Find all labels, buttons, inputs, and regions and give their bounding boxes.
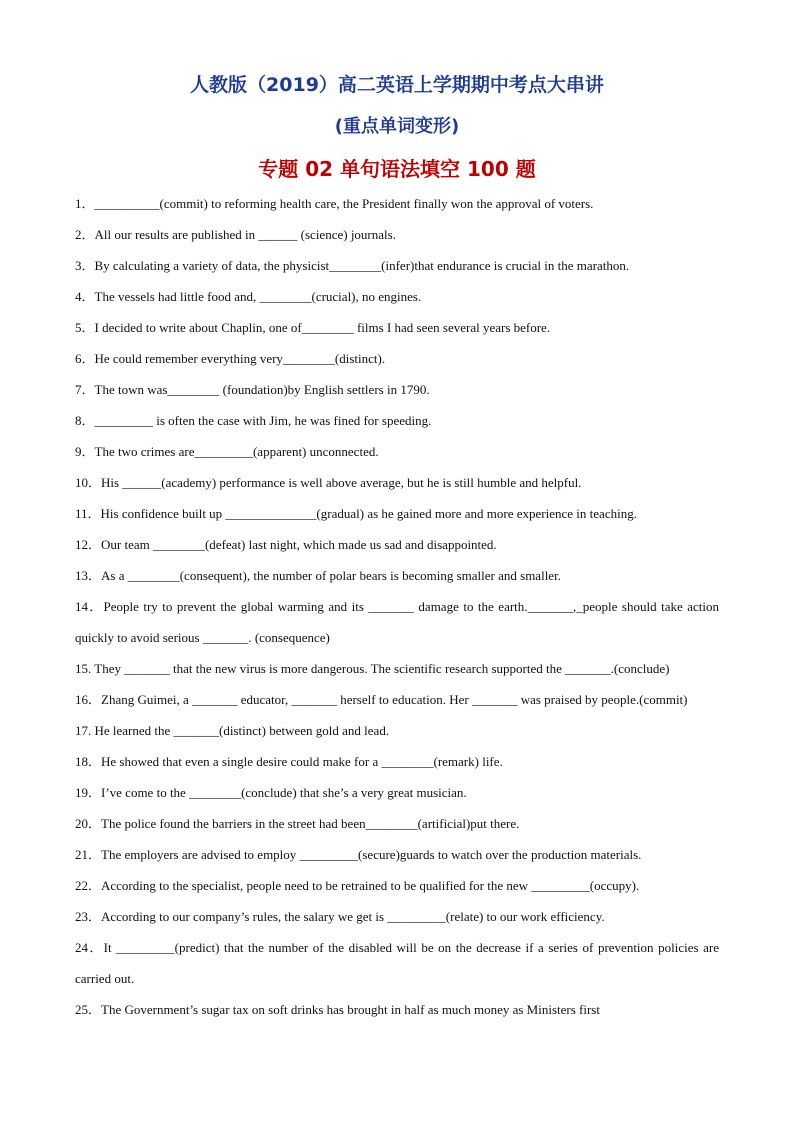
question-list <box>75 188 719 1025</box>
question-item: 22．According to the specialist, people need to be retrained to be qualified for the new _________(occupy). <box>75 878 640 893</box>
question-item: 25．The Government’s sugar tax on soft drinks has brought in half as much money as Ministers first <box>75 1002 600 1017</box>
question-item: 3．By calculating a variety of data, the physicist________(infer)that endurance is crucial in the marathon. <box>75 258 630 273</box>
question-item: 14．People try to prevent the global warming and its _______ damage to the earth._______,_people should take action quickly to avoid serious _______. (consequence) <box>75 599 719 645</box>
question-item: 20．The police found the barriers in the street had been________(artificial)put there. <box>75 816 520 831</box>
question-item: 13．As a ________(consequent), the number of polar bears is becoming smaller and smaller. <box>75 568 561 583</box>
question-item: 21．The employers are advised to employ _________(secure)guards to watch over the production materials. <box>75 847 642 862</box>
question-item: 24．It _________(predict) that the number of the disabled will be on the decrease if a series of prevention policies are carried out. <box>75 940 719 986</box>
question-item: 18．He showed that even a single desire could make for a ________(remark) life. <box>75 754 503 769</box>
question-item: 9．The two crimes are_________(apparent) unconnected. <box>75 444 379 459</box>
question-item: 16．Zhang Guimei, a _______ educator, _______ herself to education. Her _______ was praised by people.(commit) <box>75 692 688 707</box>
question-item: 19．I’ve come to the ________(conclude) that she’s a very great musician. <box>75 785 467 800</box>
question-item: 15. They _______ that the new virus is more dangerous. The scientific research supported the _______.(conclude) <box>75 661 670 676</box>
question-item: 11．His confidence built up ______________(gradual) as he gained more and more experience in teaching. <box>75 506 637 521</box>
question-item: 10．His ______(academy) performance is well above average, but he is still humble and helpful. <box>75 475 582 490</box>
question-item: 2．All our results are published in ______ (science) journals. <box>75 227 396 242</box>
question-item: 17. He learned the _______(distinct) between gold and lead. <box>75 723 390 738</box>
document-subtitle: (重点单词变形) <box>334 116 460 137</box>
question-item: 6．He could remember everything very________(distinct). <box>75 351 386 366</box>
question-item: 4．The vessels had little food and, ________(crucial), no engines. <box>75 289 422 304</box>
question-item: 12．Our team ________(defeat) last night, which made us sad and disappointed. <box>75 537 497 552</box>
question-item: 8．_________ is often the case with Jim, he was fined for speeding. <box>75 413 432 428</box>
question-item: 1．__________(commit) to reforming health care, the President finally won the approval of voters. <box>75 196 594 211</box>
question-item: 7．The town was________ (foundation)by English settlers in 1790. <box>75 382 430 397</box>
document-title: 人教版（2019）高二英语上学期期中考点大串讲 <box>190 74 604 96</box>
question-item: 23．According to our company’s rules, the salary we get is _________(relate) to our work efficiency. <box>75 909 605 924</box>
topic-heading: 专题 02 单句语法填空 100 题 <box>258 157 536 181</box>
question-item: 5．I decided to write about Chaplin, one of________ films I had seen several years before. <box>75 320 551 335</box>
